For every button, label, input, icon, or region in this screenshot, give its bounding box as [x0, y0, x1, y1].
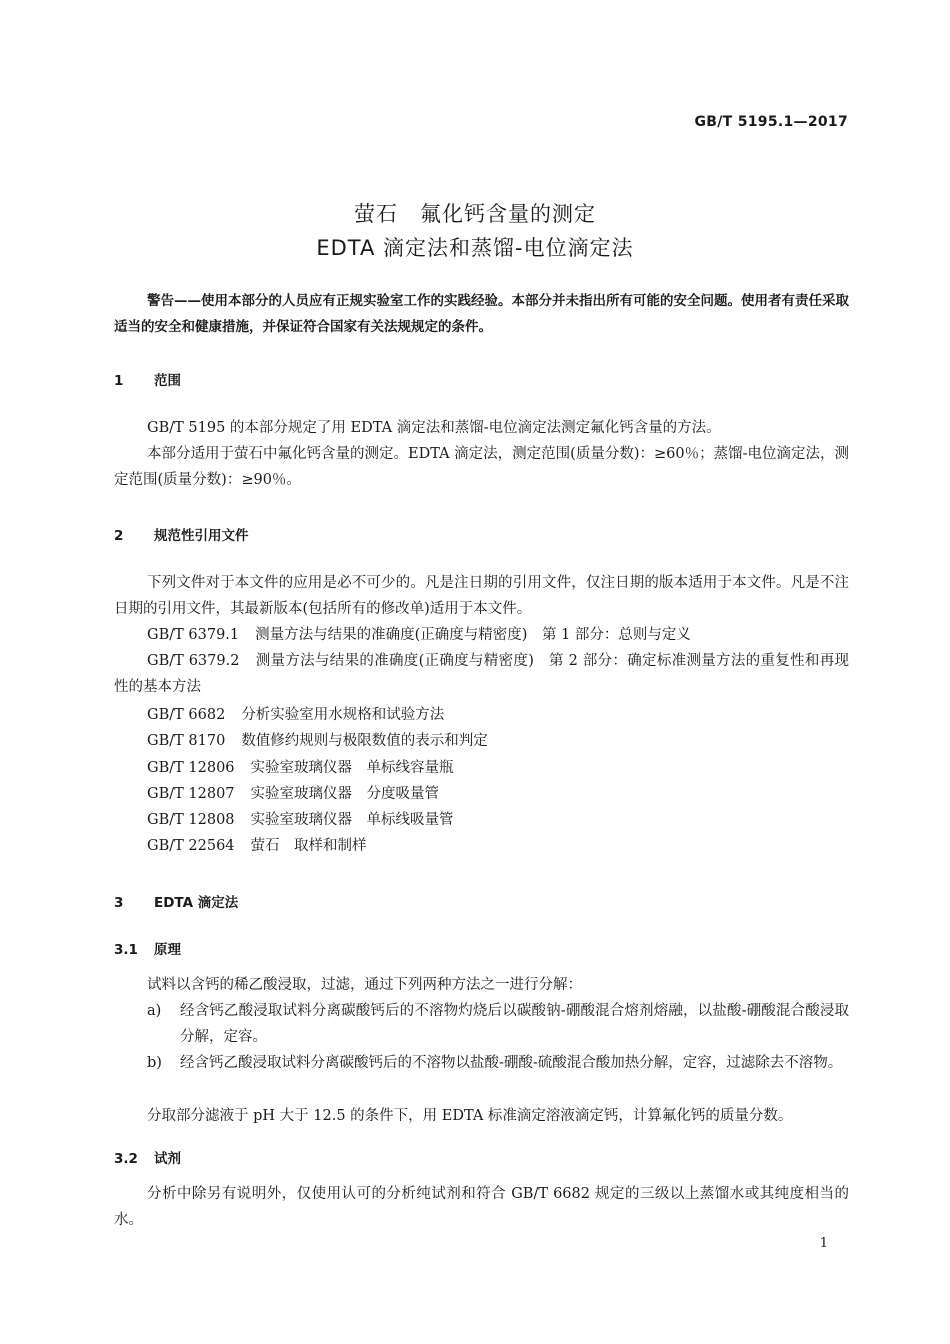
warning-paragraph: 警告——使用本部分的人员应有正规实验室工作的实践经验。本部分并未指出所有可能的安全问题。使用者有责任采取适当的安全和健康措施，并保证符合国家有关法规规定的条件。 — [114, 293, 849, 335]
reference-title: 数值修约规则与极限数值的表示和判定 — [241, 733, 488, 749]
reference-code: GB/T 8170 — [147, 733, 226, 749]
reference-item — [147, 728, 488, 754]
section-title: 原理 — [154, 942, 181, 958]
reference-title: 分析实验室用水规格和试验方法 — [241, 707, 445, 723]
reference-item — [147, 622, 691, 648]
reference-title: 实验室玻璃仪器 单标线容量瓶 — [250, 760, 454, 776]
reference-item — [147, 755, 454, 781]
reference-item — [114, 648, 849, 700]
list-item — [147, 1050, 849, 1076]
list-text: 经含钙乙酸浸取试料分离碳酸钙后的不溶物以盐酸-硼酸-硫酸混合酸加热分解，定容，过滤除去不溶物。 — [180, 1055, 843, 1071]
section-number: 2 — [114, 528, 124, 544]
reference-title: 测量方法与结果的准确度(正确度与精密度) 第 2 部分：确定标准测量方法的重复性和再现性的基本方法 — [114, 653, 849, 695]
section-number: 3.1 — [114, 942, 138, 958]
subsection-3-1-heading — [114, 938, 181, 958]
section-title: EDTA 滴定法 — [154, 895, 239, 911]
list-marker: b) — [147, 1055, 162, 1071]
reference-item — [147, 833, 367, 859]
reference-code: GB/T 12808 — [147, 812, 235, 828]
reference-code: GB/T 12807 — [147, 786, 235, 802]
reference-code: GB/T 22564 — [147, 838, 235, 854]
section-number: 1 — [114, 373, 124, 389]
reference-code: GB/T 6379.2 — [147, 653, 240, 669]
section-1-paragraph-1: GB/T 5195 的本部分规定了用 EDTA 滴定法和蒸馏-电位滴定法测定氟化钙含量的方法。 — [147, 420, 721, 436]
section-2-heading — [114, 524, 249, 544]
reference-code: GB/T 6379.1 — [147, 627, 240, 643]
section-number: 3.2 — [114, 1151, 138, 1167]
section-2-intro: 下列文件对于本文件的应用是必不可少的。凡是注日期的引用文件，仅注日期的版本适用于本文件。凡是不注日期的引用文件，其最新版本(包括所有的修改单)适用于本文件。 — [114, 575, 849, 617]
reference-code: GB/T 6682 — [147, 707, 226, 723]
section-title: 试剂 — [154, 1151, 181, 1167]
section-1-paragraph-2: 本部分适用于萤石中氟化钙含量的测定。EDTA 滴定法，测定范围(质量分数)：≥60％；蒸馏-电位滴定法，测定范围(质量分数)：≥90％。 — [114, 446, 849, 488]
reference-item — [147, 781, 439, 807]
standard-number: GB/T 5195.1—2017 — [694, 114, 848, 130]
section-title: 规范性引用文件 — [154, 528, 249, 544]
page-number: 1 — [819, 1236, 828, 1251]
list-marker: a) — [147, 1003, 162, 1019]
reference-item — [147, 807, 454, 833]
reference-item — [147, 702, 444, 728]
section-3-heading — [114, 891, 238, 911]
list-item — [147, 998, 849, 1050]
subsection-3-2-heading — [114, 1147, 181, 1167]
list-text: 经含钙乙酸浸取试料分离碳酸钙后的不溶物灼烧后以碳酸钠-硼酸混合熔剂熔融，以盐酸-硼酸混合酸浸取分解，定容。 — [180, 1003, 849, 1045]
section-title: 范围 — [154, 373, 181, 389]
document-subtitle: EDTA 滴定法和蒸馏-电位滴定法 — [316, 236, 634, 260]
reference-title: 实验室玻璃仪器 分度吸量管 — [250, 786, 440, 802]
reference-code: GB/T 12806 — [147, 760, 235, 776]
document-title: 萤石 氟化钙含量的测定 — [354, 202, 596, 226]
reference-title: 测量方法与结果的准确度(正确度与精密度) 第 1 部分：总则与定义 — [255, 627, 691, 643]
principle-outro: 分取部分滤液于 pH 大于 12.5 的条件下，用 EDTA 标准滴定溶液滴定钙，计算氟化钙的质量分数。 — [147, 1108, 793, 1124]
principle-intro: 试料以含钙的稀乙酸浸取，过滤，通过下列两种方法之一进行分解： — [147, 977, 582, 993]
section-number: 3 — [114, 895, 124, 911]
reference-title: 实验室玻璃仪器 单标线吸量管 — [250, 812, 454, 828]
reagents-paragraph: 分析中除另有说明外，仅使用认可的分析纯试剂和符合 GB/T 6682 规定的三级以上蒸馏水或其纯度相当的水。 — [114, 1186, 849, 1228]
section-1-heading — [114, 369, 181, 389]
reference-title: 萤石 取样和制样 — [250, 838, 367, 854]
